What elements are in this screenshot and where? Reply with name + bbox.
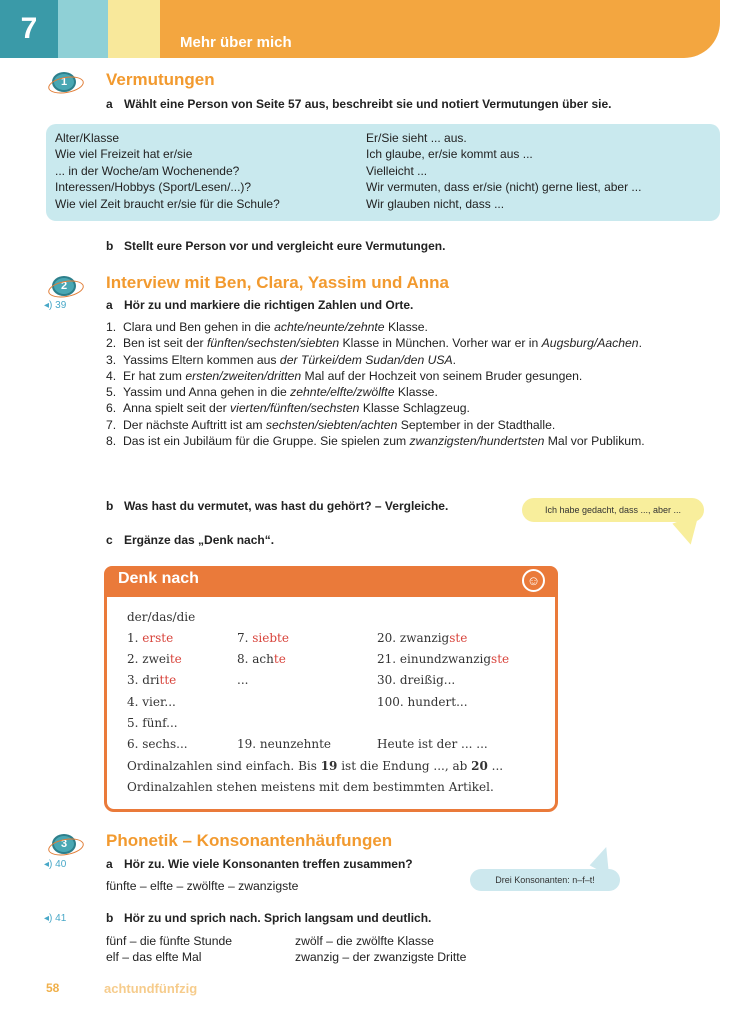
vermutungen-box (46, 124, 720, 221)
rule-line-1: Ordinalzahlen sind einfach. Bis 19 ist die Endung ..., ab 20 ... (127, 759, 504, 773)
page-number: 58 (46, 981, 60, 995)
header-band-yellow (108, 0, 166, 58)
list-item: 7. Der nächste Auftritt ist am sechsten/siebten/achten September in der Stadthalle. (106, 417, 556, 432)
ordinal-20: 20. zwanzigste (377, 631, 468, 645)
exercise-1b-instruction: b Stellt eure Person vor und vergleicht eure Vermutungen. (106, 239, 446, 253)
exercise-1a-instruction: a Wählt eine Person von Seite 57 aus, beschreibt sie und notiert Vermutungen über sie. (106, 97, 612, 111)
ordinal-3: 3. dritte (127, 673, 177, 687)
exercise-3-badge: 3 (52, 834, 76, 854)
exercise-2b-instruction: b Was hast du vermutet, was hast du gehört? – Vergleiche. (106, 499, 449, 513)
audio-track-39-icon[interactable]: ◂) 39 (44, 300, 67, 311)
ordinal-7: 7. siebte (237, 631, 289, 645)
exercise-2c-instruction: c Ergänze das „Denk nach“. (106, 533, 275, 547)
chapter-number: 7 (0, 0, 58, 58)
article-header: der/das/die (127, 610, 196, 624)
rule-line-2: Ordinalzahlen stehen meistens mit dem bestimmten Artikel. (127, 780, 494, 794)
list-item: 6. Anna spielt seit der vierten/fünften/sechsten Klasse Schlagzeug. (106, 401, 470, 416)
list-item: 5. Yassim und Anna gehen in die zehnte/elfte/zwölfte Klasse. (106, 385, 438, 400)
page-number-word: achtundfünfzig (104, 981, 198, 996)
smiley-icon: ☺ (522, 569, 545, 592)
list-item: 3. Yassims Eltern kommen aus der Türkei/dem Sudan/den USA. (106, 352, 457, 367)
audio-track-40-icon[interactable]: ◂) 40 (44, 859, 67, 870)
ordinal-ellipsis: ... (237, 673, 249, 687)
exercise-1-badge: 1 (52, 72, 76, 92)
ordinal-5: 5. fünf... (127, 716, 178, 730)
exercise-1-title: Vermutungen (106, 70, 215, 89)
ordinal-30: 30. dreißig... (377, 673, 456, 687)
ordinal-6: 6. sechs... (127, 737, 188, 751)
exercise-3-title: Phonetik – Konsonantenhäufungen (106, 831, 393, 850)
speech-bubble: Ich habe gedacht, dass ..., aber ... (522, 498, 704, 522)
header-band-teal (58, 0, 108, 58)
date-phrase: Heute ist der ... ... (377, 737, 488, 751)
ordinal-19: 19. neunzehnte (237, 737, 331, 751)
exercise-2-title: Interview mit Ben, Clara, Yassim und Anna (106, 273, 449, 292)
vermutungen-questions: Alter/Klasse Wie viel Freizeit hat er/sie ... in der Woche/am Wochenende? Interessen/Hobbys (Sport/Lesen/...)? Wie viel Zeit braucht er/sie für die Schule? (55, 131, 280, 211)
chapter-title: Mehr über mich (180, 34, 292, 51)
ordinal-1: 1. erste (127, 631, 174, 645)
ordinal-8: 8. achte (237, 652, 286, 666)
exercise-2a-instruction: a Hör zu und markiere die richtigen Zahlen und Orte. (106, 298, 414, 312)
ordinal-4: 4. vier... (127, 695, 176, 709)
denk-nach-title: Denk nach (118, 570, 199, 587)
word-pairs-left: fünf – die fünfte Stunde elf – das elfte Mal (106, 934, 233, 964)
word-pairs-right: zwölf – die zwölfte Klasse zwanzig – der zwanzigste Dritte (295, 934, 467, 964)
list-item: 2. Ben ist seit der fünften/sechsten/siebten Klasse in München. Vorher war er in Augsburg/Aachen. (106, 336, 642, 351)
list-item: 4. Er hat zum ersten/zweiten/dritten Mal auf der Hochzeit von seinem Bruder gesungen. (106, 368, 583, 383)
ordinal-2: 2. zweite (127, 652, 182, 666)
consonant-words: fünfte – elfte – zwölfte – zwanzigste (106, 879, 299, 893)
audio-track-41-icon[interactable]: ◂) 41 (44, 913, 67, 924)
list-item: 8. Das ist ein Jubiläum für die Gruppe. Sie spielen zum zwanzigsten/hundertsten Mal vor Publikum. (106, 434, 645, 449)
ordinal-21: 21. einundzwanzigste (377, 652, 510, 666)
vermutungen-phrases: Er/Sie sieht ... aus. Ich glaube, er/sie kommt aus ... Vielleicht ... Wir vermuten, dass er/sie (nicht) gerne liest, aber ... Wir glauben nicht, dass ... (366, 131, 642, 211)
list-item: 1. Clara und Ben gehen in die achte/neunte/zehnte Klasse. (106, 320, 428, 334)
speech-bubble: Drei Konsonanten: n–f–t! (470, 869, 620, 891)
exercise-2-badge: 2 (52, 276, 76, 296)
ordinal-100: 100. hundert... (377, 695, 468, 709)
statement-list (106, 319, 676, 449)
exercise-3a-instruction: a Hör zu. Wie viele Konsonanten treffen zusammen? (106, 857, 413, 871)
exercise-3b-instruction: b Hör zu und sprich nach. Sprich langsam und deutlich. (106, 911, 432, 925)
